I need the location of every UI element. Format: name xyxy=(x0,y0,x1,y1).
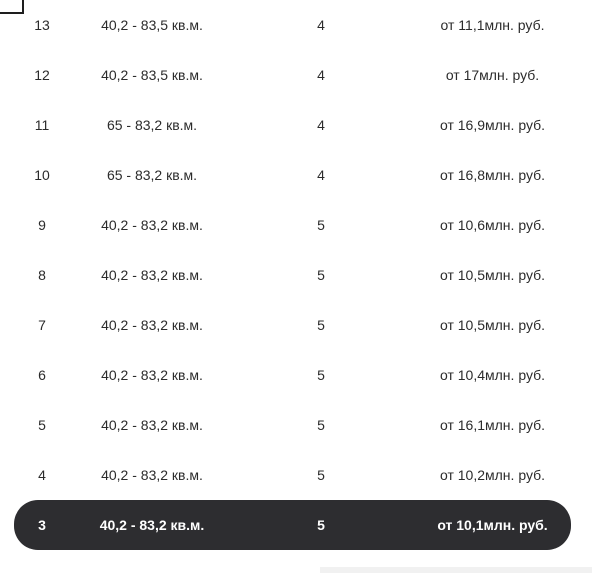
area-range: 40,2 - 83,2 кв.м. xyxy=(101,417,203,433)
floor-number: 6 xyxy=(38,367,46,383)
price-from: от 10,2млн. руб. xyxy=(439,467,546,483)
area-range: 40,2 - 83,2 кв.м. xyxy=(101,217,203,233)
table-row[interactable] xyxy=(0,200,592,250)
price-from: от 11,1млн. руб. xyxy=(440,17,545,33)
apartments-count: 5 xyxy=(317,217,325,233)
price-from: от 10,4млн. руб. xyxy=(439,367,546,383)
floor-number: 3 xyxy=(38,517,46,533)
apartments-count: 5 xyxy=(317,517,325,533)
price-from: от 17млн. руб. xyxy=(445,67,540,83)
price-from: от 10,5млн. руб. xyxy=(439,317,546,333)
price-from: от 16,1млн. руб. xyxy=(439,417,546,433)
apartments-count: 4 xyxy=(317,117,325,133)
bottom-divider xyxy=(320,567,592,573)
floor-number: 13 xyxy=(34,17,50,33)
table-row-selected[interactable] xyxy=(14,500,571,550)
apartments-count: 5 xyxy=(317,417,325,433)
floor-table xyxy=(0,10,592,550)
price-from: от 16,9млн. руб. xyxy=(439,117,546,133)
area-range: 40,2 - 83,2 кв.м. xyxy=(101,317,203,333)
table-row[interactable] xyxy=(0,450,592,500)
floor-number: 5 xyxy=(38,417,46,433)
price-from: от 10,6млн. руб. xyxy=(439,217,546,233)
price-from: от 10,1млн. руб. xyxy=(437,517,548,533)
floor-number: 9 xyxy=(38,217,46,233)
floor-number: 8 xyxy=(38,267,46,283)
table-row[interactable] xyxy=(0,150,592,200)
floor-number: 11 xyxy=(34,117,50,133)
table-row[interactable] xyxy=(0,300,592,350)
price-from: от 16,8млн. руб. xyxy=(439,167,546,183)
floor-number: 10 xyxy=(34,167,50,183)
area-range: 40,2 - 83,5 кв.м. xyxy=(101,17,203,33)
apartments-count: 5 xyxy=(317,317,325,333)
table-row[interactable] xyxy=(0,50,592,100)
apartments-count: 5 xyxy=(317,367,325,383)
table-row[interactable] xyxy=(0,100,592,150)
area-range: 40,2 - 83,2 кв.м. xyxy=(101,467,203,483)
area-range: 40,2 - 83,5 кв.м. xyxy=(101,67,203,83)
apartments-count: 5 xyxy=(317,467,325,483)
table-row[interactable] xyxy=(0,350,592,400)
floor-number: 12 xyxy=(34,67,50,83)
price-from: от 10,5млн. руб. xyxy=(439,267,546,283)
floor-number: 7 xyxy=(38,317,46,333)
floor-number: 4 xyxy=(38,467,46,483)
table-row[interactable] xyxy=(0,250,592,300)
apartments-count: 4 xyxy=(317,67,325,83)
area-range: 40,2 - 83,2 кв.м. xyxy=(101,367,203,383)
area-range: 65 - 83,2 кв.м. xyxy=(106,167,198,183)
apartments-count: 4 xyxy=(317,167,325,183)
table-row[interactable] xyxy=(0,400,592,450)
apartments-count: 5 xyxy=(317,267,325,283)
table-row[interactable] xyxy=(0,0,592,50)
apartments-count: 4 xyxy=(317,17,325,33)
area-range: 40,2 - 83,2 кв.м. xyxy=(101,267,203,283)
area-range: 65 - 83,2 кв.м. xyxy=(106,117,198,133)
area-range: 40,2 - 83,2 кв.м. xyxy=(99,517,205,533)
